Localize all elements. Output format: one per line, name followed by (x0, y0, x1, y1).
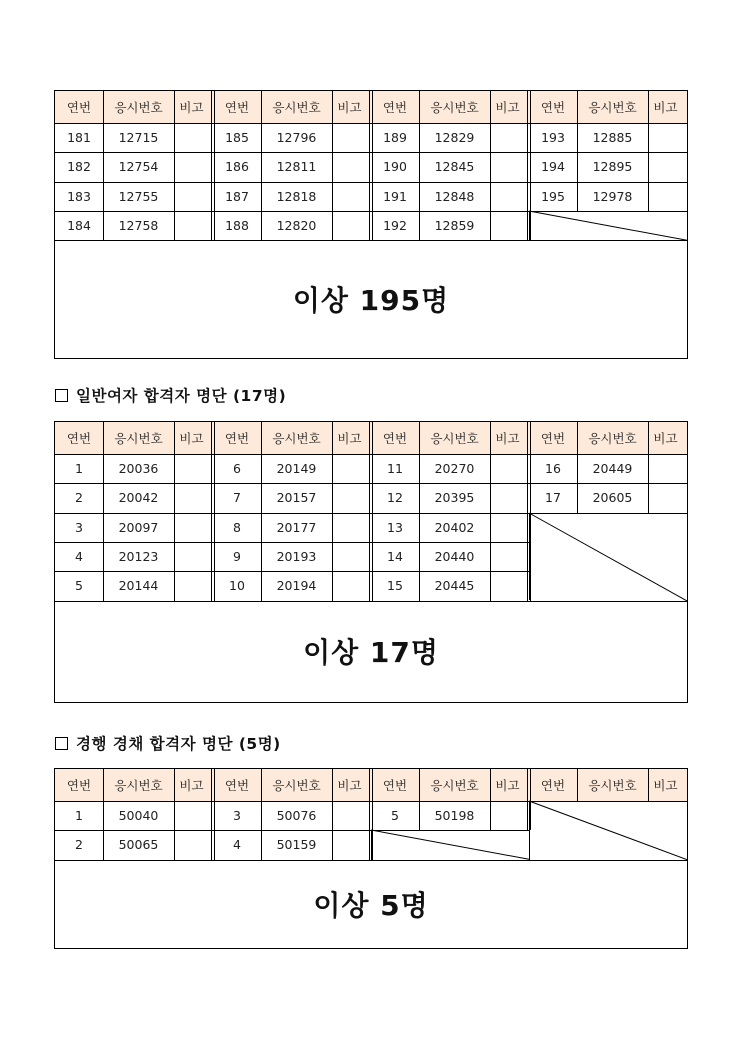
exam-number-cell: 50076 (276, 808, 317, 824)
header-cell-exam-no: 응시번호 (114, 431, 163, 446)
seq-cell: 5 (391, 808, 399, 824)
exam-number-cell: 20144 (118, 578, 159, 594)
seq-cell: 1 (75, 461, 83, 477)
seq-cell: 8 (233, 519, 241, 535)
exam-number-cell: 12820 (276, 218, 317, 234)
results-table-3 (54, 768, 688, 949)
header-cell-note: 비고 (495, 100, 520, 115)
exam-number-cell: 20149 (276, 461, 317, 477)
exam-number-cell: 12978 (592, 188, 633, 204)
seq-cell: 190 (383, 159, 407, 175)
exam-number-cell: 20123 (118, 549, 159, 565)
empty-cell-diagonal (529, 801, 687, 860)
seq-cell: 2 (75, 837, 83, 853)
header-cell-seq: 연번 (540, 431, 566, 446)
exam-number-cell: 12758 (118, 218, 159, 234)
exam-number-cell: 20097 (118, 519, 159, 535)
column-divider (419, 422, 420, 601)
header-cell-exam-no: 응시번호 (430, 100, 479, 115)
header-cell-exam-no: 응시번호 (272, 778, 321, 793)
exam-number-cell: 50040 (118, 808, 159, 824)
header-cell-note: 비고 (179, 100, 204, 115)
exam-number-cell: 12755 (118, 188, 159, 204)
header-cell-seq: 연번 (224, 100, 250, 115)
seq-cell: 1 (75, 808, 83, 824)
seq-cell: 5 (75, 578, 83, 594)
seq-cell: 192 (383, 218, 407, 234)
empty-region-border (371, 830, 372, 859)
empty-region-border (529, 211, 530, 240)
results-table-1 (54, 90, 688, 359)
seq-cell: 189 (383, 130, 407, 146)
header-cell-note: 비고 (179, 778, 204, 793)
seq-cell: 183 (67, 188, 91, 204)
seq-cell: 16 (545, 461, 561, 477)
seq-cell: 3 (233, 808, 241, 824)
column-divider (174, 769, 175, 860)
exam-number-cell: 12848 (434, 188, 475, 204)
exam-number-cell: 20445 (434, 578, 475, 594)
exam-number-cell: 20395 (434, 490, 475, 506)
exam-number-cell: 12796 (276, 130, 317, 146)
seq-cell: 15 (387, 578, 403, 594)
header-cell-note: 비고 (337, 431, 362, 446)
exam-number-cell: 50159 (276, 837, 317, 853)
seq-cell: 17 (545, 490, 561, 506)
column-divider (490, 91, 491, 240)
header-cell-note: 비고 (653, 100, 678, 115)
checkbox-square-icon (55, 389, 68, 402)
column-divider (419, 769, 420, 830)
checkbox-square-icon (55, 737, 68, 750)
header-cell-seq: 연번 (382, 431, 408, 446)
seq-cell: 184 (67, 218, 91, 234)
header-cell-exam-no: 응시번호 (430, 431, 479, 446)
seq-cell: 7 (233, 490, 241, 506)
seq-cell: 193 (541, 130, 565, 146)
column-divider (419, 91, 420, 240)
header-cell-exam-no: 응시번호 (114, 778, 163, 793)
seq-cell: 6 (233, 461, 241, 477)
header-cell-note: 비고 (495, 431, 520, 446)
column-divider (648, 422, 649, 513)
exam-number-cell: 20449 (592, 461, 633, 477)
exam-number-cell: 12885 (592, 130, 633, 146)
header-cell-seq: 연번 (540, 100, 566, 115)
header-cell-note: 비고 (495, 778, 520, 793)
seq-cell: 191 (383, 188, 407, 204)
header-cell-exam-no: 응시번호 (430, 778, 479, 793)
header-cell-note: 비고 (337, 100, 362, 115)
column-divider (577, 91, 578, 211)
seq-cell: 188 (225, 218, 249, 234)
exam-number-cell: 20402 (434, 519, 475, 535)
header-cell-seq: 연번 (224, 431, 250, 446)
header-cell-note: 비고 (653, 778, 678, 793)
exam-number-cell: 50065 (118, 837, 159, 853)
empty-cell-diagonal (529, 513, 687, 601)
header-cell-note: 비고 (653, 431, 678, 446)
exam-number-cell: 20193 (276, 549, 317, 565)
column-divider (174, 422, 175, 601)
empty-region-border (529, 801, 530, 860)
exam-number-cell: 50198 (434, 808, 475, 824)
column-divider (261, 91, 262, 240)
header-cell-note: 비고 (337, 778, 362, 793)
column-divider (332, 769, 333, 860)
seq-cell: 4 (233, 837, 241, 853)
column-divider (648, 769, 649, 801)
exam-number-cell: 20270 (434, 461, 475, 477)
header-cell-exam-no: 응시번호 (588, 431, 637, 446)
header-cell-seq: 연번 (540, 778, 566, 793)
column-divider (261, 422, 262, 601)
exam-number-cell: 20157 (276, 490, 317, 506)
header-cell-seq: 연번 (66, 431, 92, 446)
header-cell-seq: 연번 (66, 100, 92, 115)
header-cell-seq: 연번 (382, 100, 408, 115)
section-title-text: 일반여자 합격자 명단 (17명) (76, 387, 287, 405)
column-divider (261, 769, 262, 860)
seq-cell: 10 (229, 578, 245, 594)
seq-cell: 195 (541, 188, 565, 204)
column-divider (648, 91, 649, 211)
exam-number-cell: 12811 (276, 159, 317, 175)
column-divider (490, 422, 491, 601)
exam-number-cell: 20042 (118, 490, 159, 506)
empty-region-border (529, 513, 530, 601)
section-title-text: 경행 경채 합격자 명단 (5명) (76, 735, 281, 753)
column-divider (332, 422, 333, 601)
header-cell-seq: 연번 (382, 778, 408, 793)
exam-number-cell: 20036 (118, 461, 159, 477)
header-cell-note: 비고 (179, 431, 204, 446)
column-divider (332, 91, 333, 240)
exam-number-cell: 20605 (592, 490, 633, 506)
exam-number-cell: 12845 (434, 159, 475, 175)
summary-total: 이상 17명 (55, 601, 687, 702)
column-divider (174, 91, 175, 240)
seq-cell: 187 (225, 188, 249, 204)
exam-number-cell: 20194 (276, 578, 317, 594)
section-title-police-admin (55, 732, 281, 754)
exam-number-cell: 20440 (434, 549, 475, 565)
seq-cell: 3 (75, 519, 83, 535)
summary-total: 이상 195명 (55, 240, 687, 357)
section-title-general-female (55, 384, 286, 406)
seq-cell: 182 (67, 159, 91, 175)
seq-cell: 11 (387, 461, 403, 477)
seq-cell: 4 (75, 549, 83, 565)
seq-cell: 185 (225, 130, 249, 146)
exam-number-cell: 12818 (276, 188, 317, 204)
empty-cell-diagonal (529, 211, 687, 240)
seq-cell: 12 (387, 490, 403, 506)
seq-cell: 9 (233, 549, 241, 565)
column-divider (577, 422, 578, 513)
seq-cell: 13 (387, 519, 403, 535)
column-divider (577, 769, 578, 801)
header-cell-exam-no: 응시번호 (588, 778, 637, 793)
seq-cell: 186 (225, 159, 249, 175)
header-cell-exam-no: 응시번호 (114, 100, 163, 115)
seq-cell: 194 (541, 159, 565, 175)
header-cell-exam-no: 응시번호 (588, 100, 637, 115)
seq-cell: 2 (75, 490, 83, 506)
empty-cell-diagonal (371, 830, 529, 859)
exam-number-cell: 12754 (118, 159, 159, 175)
column-divider (490, 769, 491, 830)
header-cell-exam-no: 응시번호 (272, 431, 321, 446)
exam-number-cell: 12859 (434, 218, 475, 234)
column-divider (103, 91, 104, 240)
header-cell-seq: 연번 (224, 778, 250, 793)
summary-total: 이상 5명 (55, 860, 687, 947)
seq-cell: 14 (387, 549, 403, 565)
exam-number-cell: 12715 (118, 130, 159, 146)
results-table-2 (54, 421, 688, 703)
column-divider (103, 422, 104, 601)
exam-number-cell: 12895 (592, 159, 633, 175)
exam-number-cell: 12829 (434, 130, 475, 146)
column-divider (103, 769, 104, 860)
seq-cell: 181 (67, 130, 91, 146)
header-cell-exam-no: 응시번호 (272, 100, 321, 115)
exam-number-cell: 20177 (276, 519, 317, 535)
header-cell-seq: 연번 (66, 778, 92, 793)
